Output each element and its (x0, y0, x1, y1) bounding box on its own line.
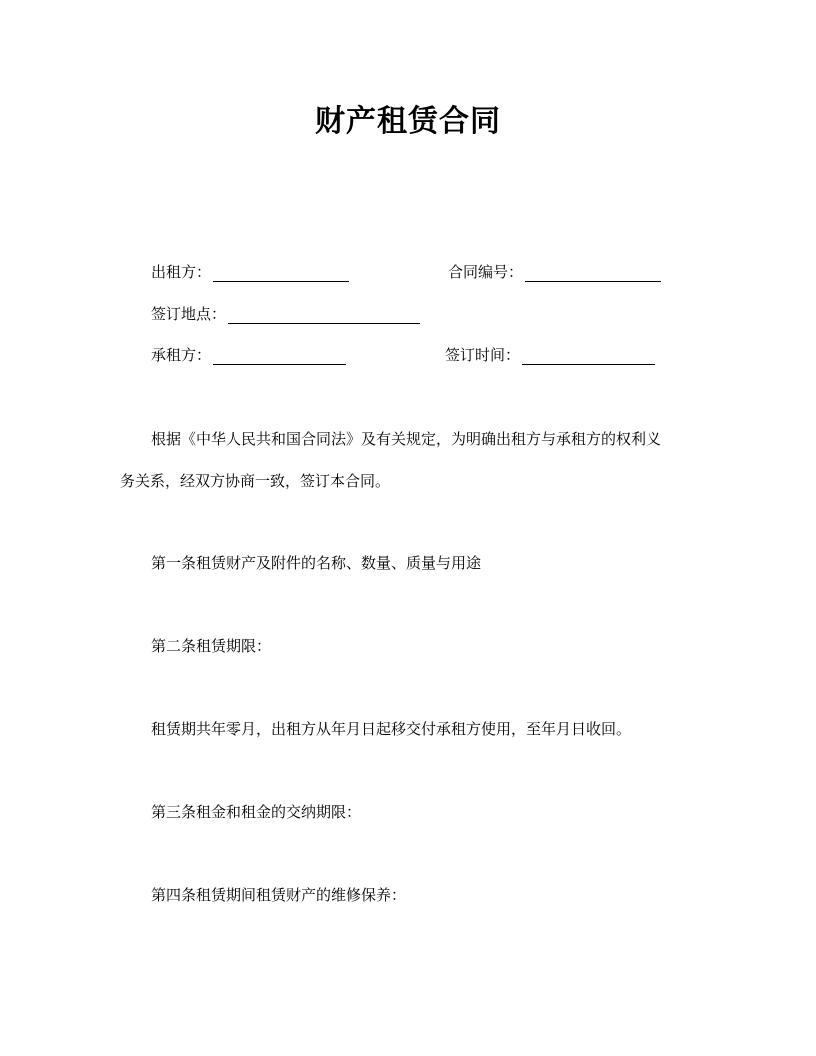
lessee-label: 承租方： (151, 346, 212, 364)
lessor-blank[interactable] (213, 265, 349, 282)
sign-time-field (445, 345, 655, 365)
contract-number-blank[interactable] (525, 265, 661, 282)
lessor-label: 出租方： (151, 263, 212, 281)
article-2-detail: 租赁期共年零月，出租方从年月日起移交付承租方使用，至年月日收回。 (151, 720, 632, 738)
sign-place-blank[interactable] (228, 307, 420, 324)
intro-line-2: 务关系，经双方协商一致，签订本合同。 (120, 472, 391, 490)
lessor-field (151, 262, 349, 282)
article-3: 第三条租金和租金的交纳期限： (151, 803, 362, 821)
intro-line-1: 根据《中华人民共和国合同法》及有关规定，为明确出租方与承租方的权利义 (151, 430, 662, 448)
lessee-blank[interactable] (213, 348, 346, 365)
sign-place-field (151, 304, 420, 324)
article-4: 第四条租赁期间租赁财产的维修保养： (151, 886, 407, 904)
document-title: 财产租赁合同 (315, 104, 501, 139)
sign-time-label: 签订时间： (445, 346, 521, 364)
sign-place-label: 签订地点： (151, 305, 227, 323)
article-2: 第二条租赁期限： (151, 637, 272, 655)
article-1: 第一条租赁财产及附件的名称、数量、质量与用途 (151, 554, 482, 572)
lessee-field (151, 345, 346, 365)
sign-time-blank[interactable] (522, 348, 655, 365)
contract-number-label: 合同编号： (448, 263, 524, 281)
contract-number-field (448, 262, 661, 282)
